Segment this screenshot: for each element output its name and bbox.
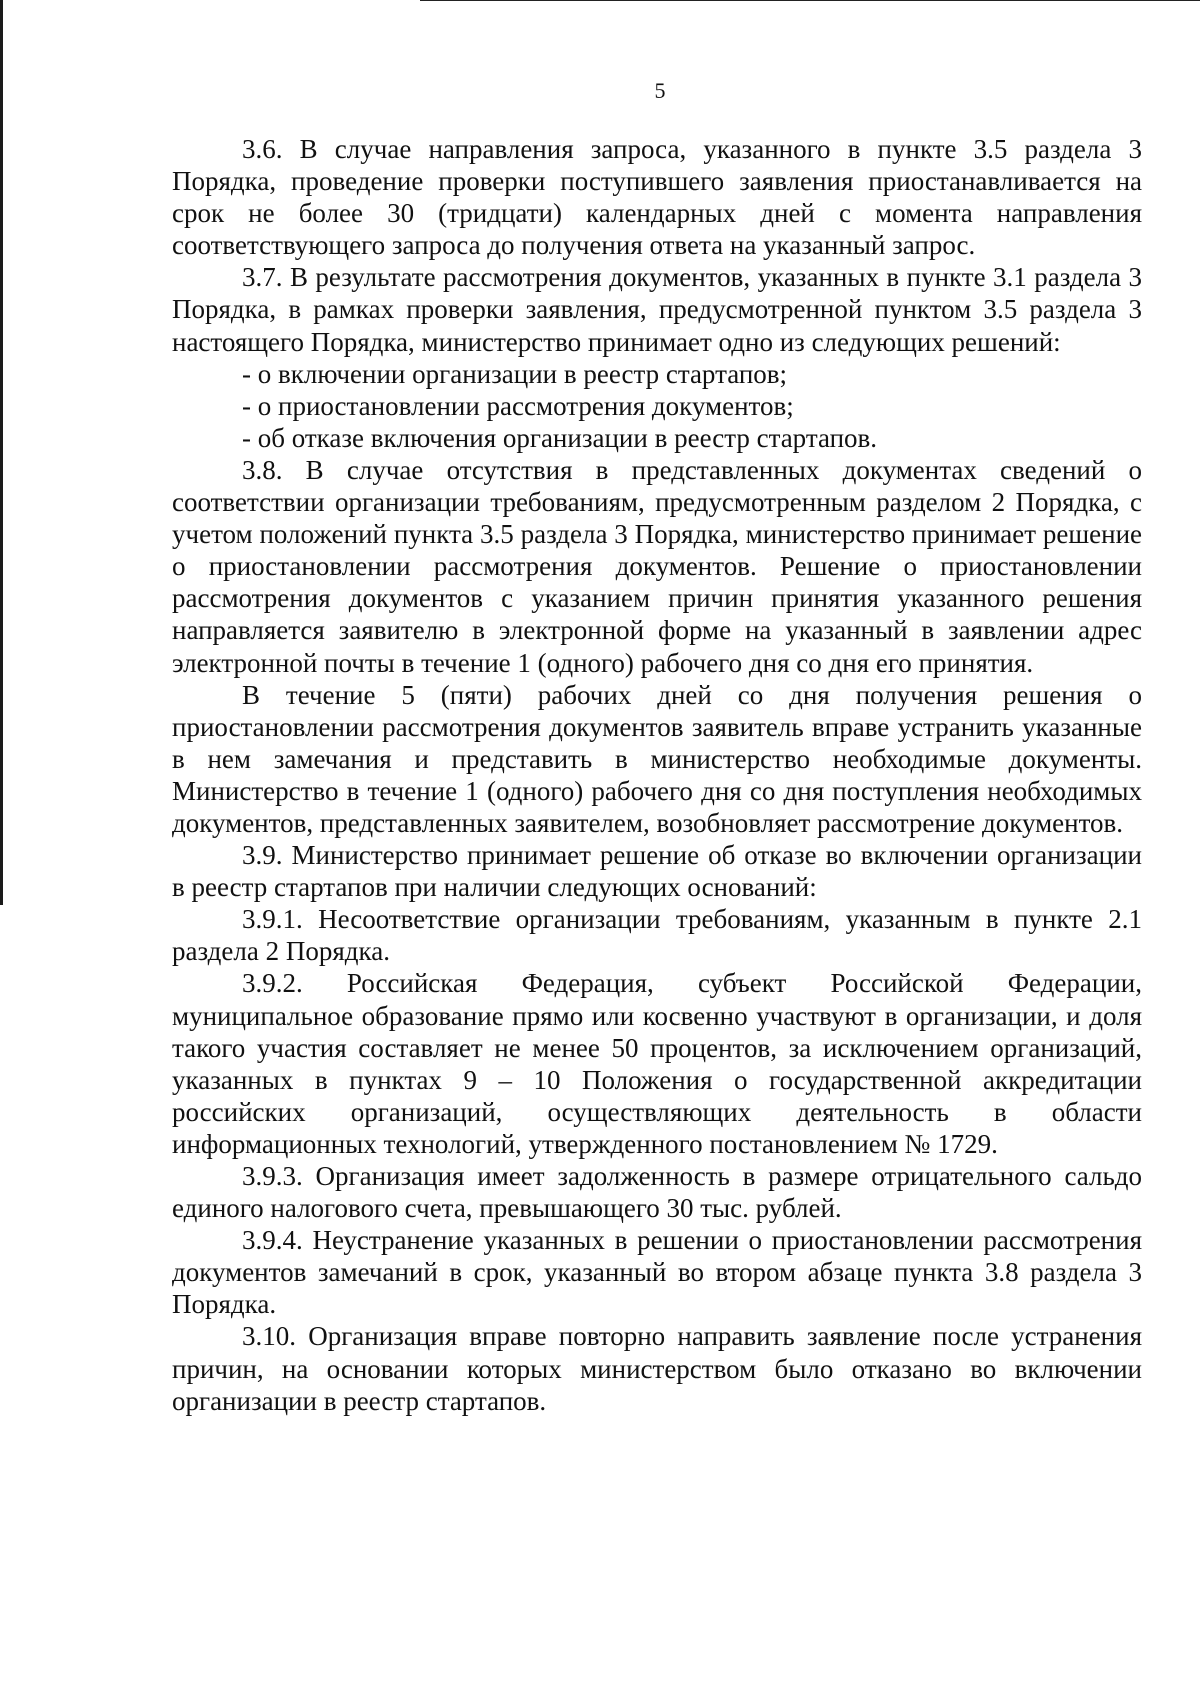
paragraph-3-10: 3.10. Организация вправе повторно направить заявление после устранения причин, на основании которых министерством было отказано во включении организации в реестр стартапов.: [172, 1321, 1142, 1416]
list-item-suspension: - о приостановлении рассмотрения документов;: [242, 390, 794, 421]
paragraph-3-9: 3.9. Министерство принимает решение об отказе во включении организации в реестр стартапов при наличии следующих оснований:: [172, 840, 1142, 903]
paragraph-3-9-4: 3.9.4. Неустранение указанных в решении о приостановлении рассмотрения документов замечаний в срок, указанный во втором абзаце пункта 3.8 раздела 3 Порядка.: [172, 1225, 1142, 1320]
scan-left-edge: [0, 0, 3, 905]
paragraph-3-7: 3.7. В результате рассмотрения документов, указанных в пункте 3.1 раздела 3 Порядка, в рамках проверки заявления, предусмотренной пунктом 3.5 раздела 3 настоящего Порядка, министерство принимает одно из следующих решений:: [172, 262, 1142, 357]
paragraph-3-8-second: В течение 5 (пяти) рабочих дней со дня получения решения о приостановлении рассмотрения документов заявитель вправе устранить указанные в нем замечания и представить в министерство необходимые документы. Министерство в течение 1 (одного) рабочего дня со дня поступления необходимых документов, представленных заявителем, возобновляет рассмотрение документов.: [172, 679, 1142, 838]
paragraph-3-9-1: 3.9.1. Несоответствие организации требованиям, указанным в пункте 2.1 раздела 2 Порядка.: [172, 904, 1142, 967]
page-number: 5: [654, 78, 666, 103]
paragraph-3-9-2: 3.9.2. Российская Федерация, субъект Российской Федерации, муниципальное образование прямо или косвенно участвуют в организации, и доля такого участия составляет не менее 50 процентов, за исключением организаций, указанных в пунктах 9 – 10 Положения о государственной аккредитации российских организаций, осуществляющих деятельность в области информационных технологий, утвержденного постановлением № 1729.: [172, 968, 1142, 1159]
scan-top-edge: [420, 0, 1200, 1]
paragraph-3-6: 3.6. В случае направления запроса, указанного в пункте 3.5 раздела 3 Порядка, проведение проверки поступившего заявления приостанавливается на срок не более 30 (тридцати) календарных дней с момента направления соответствующего запроса до получения ответа на указанный запрос.: [172, 134, 1142, 261]
paragraph-3-9-3: 3.9.3. Организация имеет задолженность в размере отрицательного сальдо единого налогового счета, превышающего 30 тыс. рублей.: [172, 1161, 1142, 1224]
list-item-refusal: - об отказе включения организации в реестр стартапов.: [242, 422, 878, 453]
paragraph-3-8: 3.8. В случае отсутствия в представленных документах сведений о соответствии организации требованиям, предусмотренным разделом 2 Порядка, с учетом положений пункта 3.5 раздела 3 Порядка, министерство принимает решение о приостановлении рассмотрения документов. Решение о приостановлении рассмотрения документов с указанием причин принятия указанного решения направляется заявителю в электронной форме на указанный в заявлении адрес электронной почты в течение 1 (одного) рабочего дня со дня его принятия.: [172, 454, 1142, 678]
list-item-inclusion: - о включении организации в реестр стартапов;: [242, 358, 788, 389]
document-body: [172, 133, 1142, 1417]
